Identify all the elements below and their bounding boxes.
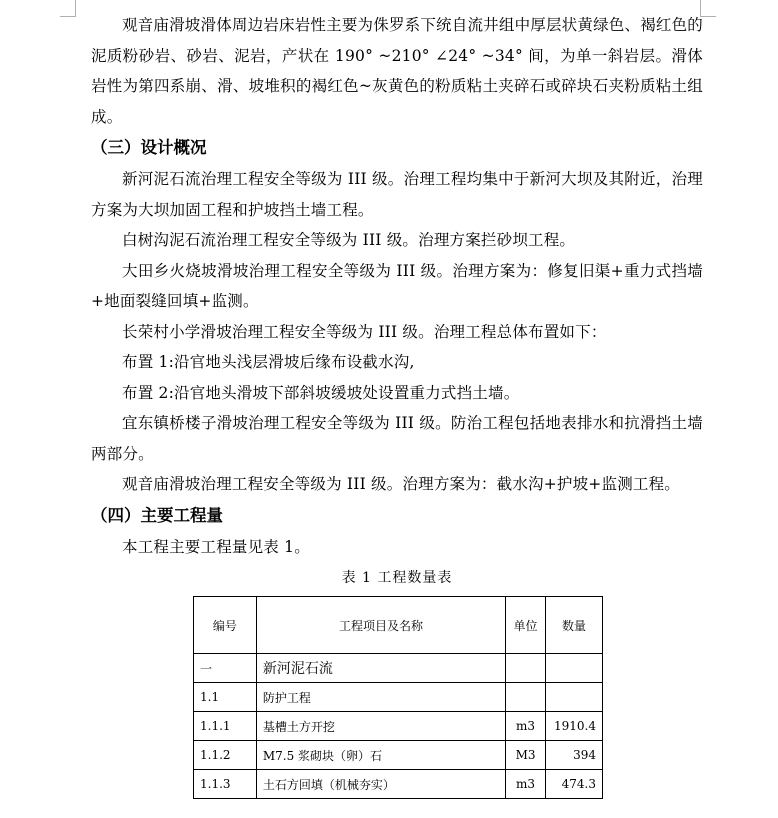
cell-item-name: 防护工程 xyxy=(256,683,505,712)
header-cell-item-name: 工程项目及名称 xyxy=(256,597,505,654)
body-paragraph: 新河泥石流治理工程安全等级为 III 级。治理工程均集中于新河大坝及其附近，治理方案为大坝加固工程和护坡挡土墙工程。 xyxy=(91,170,703,219)
body-paragraph: 本工程主要工程量见表 1。 xyxy=(122,537,310,556)
cell-unit xyxy=(506,683,546,712)
cell-quantity: 394 xyxy=(546,741,603,770)
cell-unit: m3 xyxy=(506,712,546,741)
quantity-table xyxy=(193,596,603,799)
body-paragraph: 观音庙滑坡滑体周边岩床岩性主要为侏罗系下统自流井组中厚层状黄绿色、褐红色的泥质粉砂岩、砂岩、泥岩，产状在 190° ~210° ∠24° ~34° 间，为单一斜岩层。滑体岩性为第四系崩、滑、坡堆积的褐红色~灰黄色的粉质粘土夹碎石或碎块石夹粉质粘土组成。 xyxy=(91,16,703,126)
section-heading-main-quantities: （四）主要工程量 xyxy=(91,505,223,525)
cell-unit xyxy=(506,654,546,683)
table-row xyxy=(194,712,603,741)
cell-item-name: 土石方回填（机械夯实） xyxy=(256,770,505,799)
cell-item-name: M7.5 浆砌块（卵）石 xyxy=(256,741,505,770)
body-paragraph: 布置 1:沿官地头浅层滑坡后缘布设截水沟, xyxy=(122,353,415,371)
cell-quantity xyxy=(546,683,603,712)
cell-item-name: 新河泥石流 xyxy=(256,654,505,683)
cell-unit: M3 xyxy=(506,741,546,770)
body-paragraph: 观音庙滑坡治理工程安全等级为 III 级。治理方案为：截水沟+护坡+监测工程。 xyxy=(122,475,680,493)
body-paragraph: 布置 2:沿官地头滑坡下部斜坡缓坡处设置重力式挡土墙。 xyxy=(122,383,520,402)
body-paragraph: 长荣村小学滑坡治理工程安全等级为 III 级。治理工程总体布置如下： xyxy=(122,322,607,341)
cell-quantity: 474.3 xyxy=(546,770,603,799)
table-row xyxy=(194,770,603,799)
cell-number: 1.1.3 xyxy=(194,770,257,799)
cell-number: 一 xyxy=(194,654,257,683)
cell-quantity: 1910.4 xyxy=(546,712,603,741)
header-cell-number: 编号 xyxy=(194,597,257,654)
cell-number: 1.1 xyxy=(194,683,257,712)
body-paragraph: 白树沟泥石流治理工程安全等级为 III 级。治理方案拦砂坝工程。 xyxy=(122,231,576,249)
table-row xyxy=(194,654,603,683)
margin-corner-mark-left xyxy=(75,0,76,16)
table-header-row xyxy=(194,597,603,654)
section-heading-design-overview: （三）设计概况 xyxy=(91,138,207,157)
body-paragraph: 宜东镇桥楼子滑坡治理工程安全等级为 III 级。防治工程包括地表排水和抗滑挡土墙两部分。 xyxy=(91,414,703,463)
cell-unit: m3 xyxy=(506,770,546,799)
header-cell-unit: 单位 xyxy=(506,597,546,654)
table-row xyxy=(194,741,603,770)
table-caption: 表 1 工程数量表 xyxy=(341,570,453,586)
cell-number: 1.1.2 xyxy=(194,741,257,770)
header-cell-quantity: 数量 xyxy=(546,597,603,654)
cell-item-name: 基槽土方开挖 xyxy=(256,712,505,741)
cell-number: 1.1.1 xyxy=(194,712,257,741)
margin-corner-mark-left xyxy=(60,16,76,17)
document-page xyxy=(91,10,703,799)
table-row xyxy=(194,683,603,712)
cell-quantity xyxy=(546,654,603,683)
body-paragraph: 大田乡火烧坡滑坡治理工程安全等级为 III 级。治理方案为：修复旧渠+重力式挡墙+地面裂缝回填+监测。 xyxy=(91,261,703,310)
